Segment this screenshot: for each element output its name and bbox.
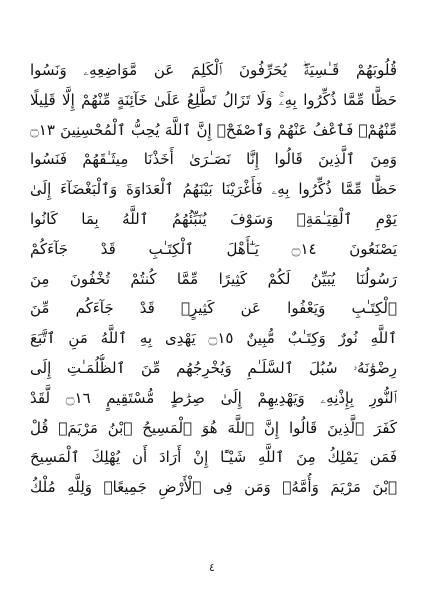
text-line-content: فَمَن يَمْلِكُ مِنَ ٱللَّهِ شَيْـًٔا إِنْ أَرَادَ أَن يُهْلِكَ ٱلْمَسِيحَ	[30, 448, 397, 467]
text-line-content: رَسُولُنَا يُبَيِّنُ لَكُمْ كَثِيرًا مِّمَّا كُنتُمْ تُخْفُونَ مِنَ	[30, 269, 397, 288]
text-line-content: وَمِنَ ٱلَّذِينَ قَالُوا إِنَّا نَصَـٰرَىٰ أَخَذْنَا مِيثَـٰقَهُمْ فَنَسُوا	[30, 150, 397, 169]
text-line-content: قُلُوبَهُمْ قَـٰسِيَةًۖ يُحَرِّفُونَ ٱلْكَلِمَ عَن مَّوَاضِعِهِۦ وَنَسُوا	[30, 61, 397, 79]
text-line-content: ٱلْكِتَـٰبِ وَيَعْفُوا عَن كَثِيرٍۚ قَدْ جَآءَكُم مِّنَ	[30, 299, 397, 318]
text-line-content: رِضْوَٰنَهُۥ سُبُلَ ٱلسَّلَـٰمِ وَيُخْرِجُهُم مِّنَ ٱلظُّلُمَـٰتِ إِلَى	[30, 358, 397, 377]
text-line	[30, 86, 397, 116]
text-line-content: ٱبْنَ مَرْيَمَ وَأُمَّهُۥ وَمَن فِى ٱلْأَرْضِ جَمِيعًاۗ وَلِلَّهِ مُلْكُ	[30, 478, 397, 497]
text-line	[30, 324, 397, 354]
text-line	[30, 265, 397, 295]
verse-text-block	[30, 56, 397, 503]
text-line	[30, 235, 397, 265]
text-line	[30, 443, 397, 473]
text-line	[30, 145, 397, 175]
text-line	[30, 56, 397, 86]
text-line	[30, 473, 397, 503]
text-line-content: كَفَرَ ٱلَّذِينَ قَالُوا إِنَّ ٱللَّهَ هُوَ ٱلْمَسِيحُ ٱبْنُ مَرْيَمَۚ قُلْ	[30, 418, 397, 437]
text-line	[30, 384, 397, 414]
text-line-content: يَصْنَعُونَ ۝١٤ يَـٰٓأَهْلَ ٱلْكِتَـٰبِ قَدْ جَآءَكُمْ	[30, 239, 397, 258]
text-line	[30, 414, 397, 444]
text-line-content: يَوْمِ ٱلْقِيَـٰمَةِۚ وَسَوْفَ يُنَبِّئُهُمُ ٱللَّهُ بِمَا كَانُوا	[30, 209, 397, 228]
text-line-content: حَظًّا مِّمَّا ذُكِّرُوا بِهِۦۚ وَلَا تَزَالُ تَطَّلِعُ عَلَىٰ خَآئِنَةٍ مِّنْهُمْ إِلَّا قَلِيلًا	[30, 90, 397, 109]
text-line	[30, 294, 397, 324]
text-line-content: مِّنْهُمْۖ فَٱعْفُ عَنْهُمْ وَٱصْفَحْۚ إِنَّ ٱللَّهَ يُحِبُّ ٱلْمُحْسِنِينَ ۝١٣	[30, 120, 397, 139]
text-line-content: ٱلنُّورِ بِإِذْنِهِۦ وَيَهْدِيهِمْ إِلَىٰ صِرَٰطٍ مُّسْتَقِيمٍ ۝١٦ لَّقَدْ	[30, 388, 397, 407]
text-line-content: ٱللَّهِ نُورٌ وَكِتَـٰبٌ مُّبِينٌ ۝١٥ يَهْدِى بِهِ ٱللَّهُ مَنِ ٱتَّبَعَ	[30, 329, 397, 348]
text-line	[30, 116, 397, 146]
text-line	[30, 175, 397, 205]
text-line	[30, 354, 397, 384]
text-line-content: حَظًّا مِّمَّا ذُكِّرُوا بِهِۦ فَأَغْرَيْنَا بَيْنَهُمُ ٱلْعَدَاوَةَ وَٱلْبَغْضَآءَ إِلَىٰ	[30, 180, 397, 199]
text-line	[30, 205, 397, 235]
page-number: ٤	[209, 561, 215, 574]
